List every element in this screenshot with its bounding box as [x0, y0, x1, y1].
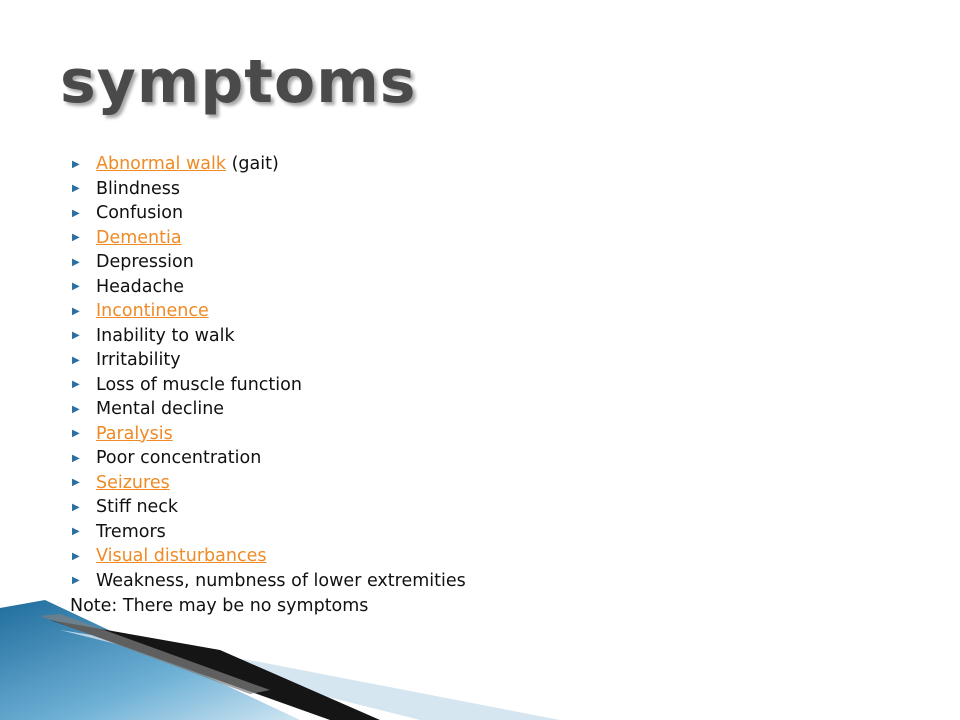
triangle-right-icon: ▶: [72, 428, 80, 440]
symptom-text: Tremors: [96, 521, 166, 542]
symptom-link[interactable]: Seizures: [96, 472, 170, 493]
symptom-item: [72, 152, 466, 177]
triangle-right-icon: ▶: [72, 256, 80, 268]
symptom-item: [72, 348, 466, 373]
symptom-item: [72, 544, 466, 569]
triangle-right-icon: ▶: [72, 330, 80, 342]
symptom-item: [72, 324, 466, 349]
swoosh-blue-band: [0, 600, 300, 720]
triangle-right-icon: ▶: [72, 281, 80, 293]
symptom-text: Headache: [96, 276, 184, 297]
triangle-right-icon: ▶: [72, 354, 80, 366]
symptom-item: [72, 422, 466, 447]
symptom-list: [72, 152, 466, 593]
decorative-swoosh: [0, 590, 960, 720]
symptom-text: Loss of muscle function: [96, 374, 302, 395]
triangle-right-icon: ▶: [72, 158, 80, 170]
symptom-link[interactable]: Paralysis: [96, 423, 173, 444]
symptom-link[interactable]: Visual disturbances: [96, 546, 267, 567]
symptom-text: (gait): [226, 154, 279, 175]
triangle-right-icon: ▶: [72, 550, 80, 562]
symptom-item: [72, 299, 466, 324]
symptom-item: [72, 471, 466, 496]
symptom-item: [72, 201, 466, 226]
symptom-text: Inability to walk: [96, 325, 235, 346]
triangle-right-icon: ▶: [72, 501, 80, 513]
symptom-item: [72, 250, 466, 275]
triangle-right-icon: ▶: [72, 305, 80, 317]
symptom-item: [72, 275, 466, 300]
triangle-right-icon: ▶: [72, 452, 80, 464]
symptom-text: Stiff neck: [96, 497, 179, 518]
symptom-text: Depression: [96, 252, 194, 273]
symptom-item: [72, 397, 466, 422]
triangle-right-icon: ▶: [72, 232, 80, 244]
triangle-right-icon: ▶: [72, 403, 80, 415]
triangle-right-icon: ▶: [72, 477, 80, 489]
symptom-text: Confusion: [96, 203, 184, 224]
symptom-item: [72, 226, 466, 251]
symptom-text: Weakness, numbness of lower extremities: [96, 570, 466, 591]
symptom-text: Poor concentration: [96, 448, 262, 469]
symptom-item: [72, 446, 466, 471]
symptom-item: [72, 520, 466, 545]
triangle-right-icon: ▶: [72, 379, 80, 391]
symptom-link[interactable]: Abnormal walk: [96, 154, 226, 175]
triangle-right-icon: ▶: [72, 207, 80, 219]
triangle-right-icon: ▶: [72, 183, 80, 195]
note-text: Note: There may be no symptoms: [70, 596, 369, 616]
symptom-link[interactable]: Dementia: [96, 227, 182, 248]
triangle-right-icon: ▶: [72, 526, 80, 538]
symptom-item: [72, 495, 466, 520]
symptom-text: Irritability: [96, 350, 181, 371]
symptom-item: [72, 177, 466, 202]
slide-title: symptoms: [60, 47, 417, 117]
symptom-text: Blindness: [96, 178, 181, 199]
symptom-item: [72, 373, 466, 398]
symptom-link[interactable]: Incontinence: [96, 301, 209, 322]
triangle-right-icon: ▶: [72, 575, 80, 587]
symptom-text: Mental decline: [96, 399, 225, 420]
